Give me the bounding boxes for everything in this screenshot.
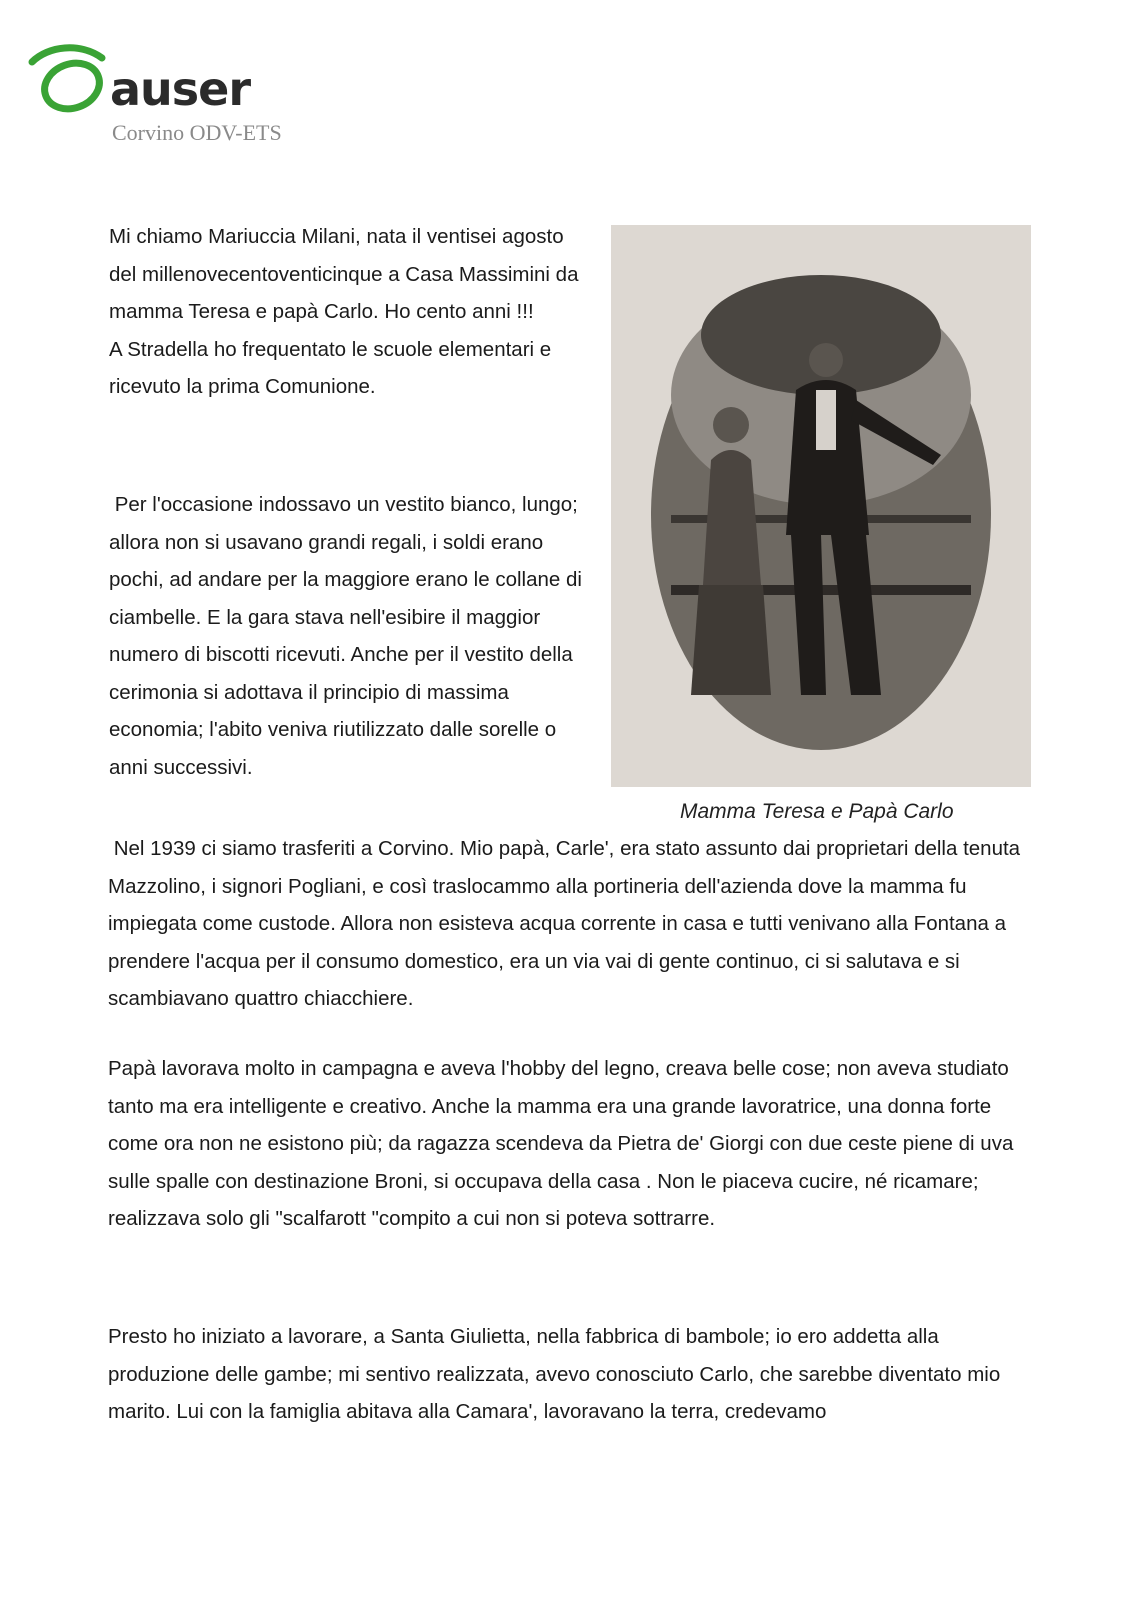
- work-text: Presto ho iniziato a lavorare, a Santa Giulietta, nella fabbrica di bambole; io ero addetta alla produzione delle gambe; mi sentivo realizzata, avevo conosciuto Carlo, che sarebbe diventato mio marito. Lui con la famiglia abitava alla Camara', lavoravano la terra, credevamo: [108, 1325, 1001, 1423]
- brand-subtitle: Corvino ODV-ETS: [112, 120, 282, 145]
- work-paragraph: [108, 1318, 1028, 1431]
- family-photo: [611, 225, 1031, 787]
- intro-paragraph-school: A Stradella ho frequentato le scuole elementari e ricevuto la prima Comunione.: [109, 337, 552, 398]
- photo-caption: Mamma Teresa e Papà Carlo: [680, 800, 954, 823]
- parents-text: Papà lavorava molto in campagna e aveva l'hobby del legno, creava belle cose; non aveva studiato tanto ma era intelligente e creativo. Anche la mamma era una grande lavoratrice, una donna forte come ora non ne esistono più; da ragazza scendeva da Pietra de' Giorgi con due ceste piene di uva sulle spalle con destinazione Broni, si occupava della casa . Non le piaceva cucire, né ricamare; realizzava solo gli "scalfarott "compito a cui non si poteva sottrarre.: [108, 1057, 1014, 1230]
- intro-paragraph-birth: Mi chiamo Mariuccia Milani, nata il ventisei agosto del millenovecentoventicinque a Casa Massimini da mamma Teresa e papà Carlo. Ho cento anni !!!: [109, 225, 579, 323]
- parents-paragraph: [108, 1050, 1028, 1238]
- communion-text: Per l'occasione indossavo un vestito bianco, lungo; allora non si usavano grandi regali, i soldi erano pochi, ad andare per la maggiore erano le collane di ciambelle. E la gara stava nell'esibire il maggior numero di biscotti ricevuti. Anche per il vestito della cerimonia si adottava il principio di massima economia; l'abito veniva riutilizzato dalle sorelle o anni successivi.: [109, 493, 588, 779]
- photo-image: [611, 225, 1031, 787]
- corvino-text: Nel 1939 ci siamo trasferiti a Corvino. Mio papà, Carle', era stato assunto dai proprietari della tenuta Mazzolino, i signori Pogliani, e così traslocammo alla portineria dell'azienda dove la mamma fu impiegata come custode. Allora non esisteva acqua corrente in casa e tutti venivano alla Fontana a prendere l'acqua per il consumo domestico, era un via vai di gente continuo, ci si salutava e si scambiavano quattro chiacchiere.: [108, 837, 1026, 1010]
- auser-swoosh-icon: [28, 40, 118, 120]
- brand-name: auser: [110, 62, 251, 116]
- communion-paragraph: [109, 486, 594, 786]
- corvino-paragraph: [108, 830, 1028, 1018]
- auser-logo: [28, 40, 328, 150]
- intro-text: [109, 218, 589, 406]
